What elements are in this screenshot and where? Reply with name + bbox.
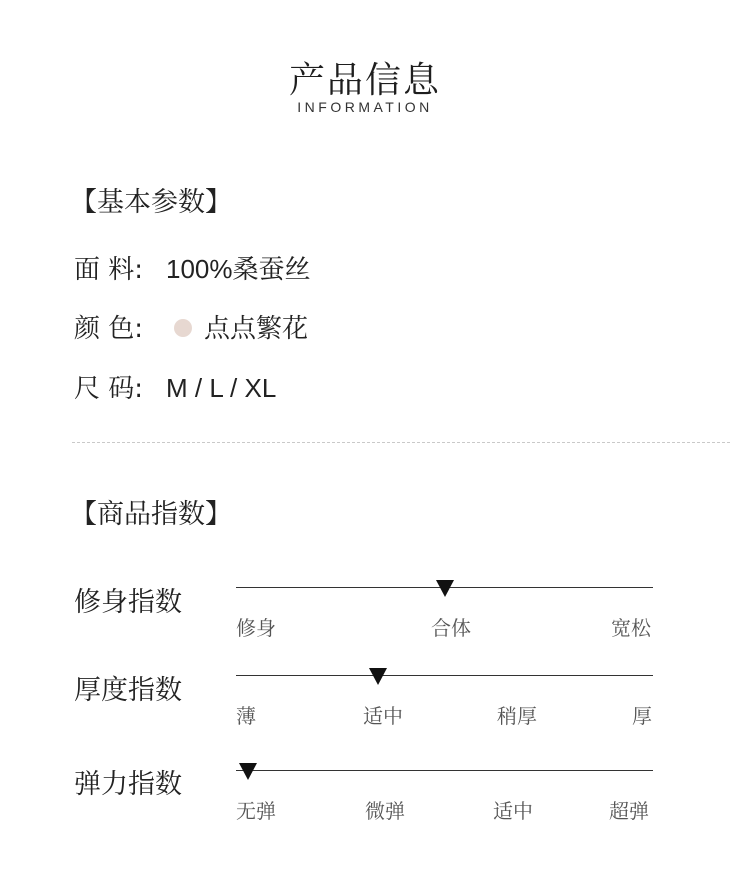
page-subtitle: INFORMATION — [297, 99, 433, 115]
elasticity-tick-slight: 微弹 — [365, 799, 405, 823]
fit-index-marker — [436, 580, 454, 597]
thickness-tick-thick: 厚 — [632, 704, 652, 728]
elasticity-tick-none: 无弹 — [236, 799, 276, 823]
basic-params-heading: 【基本参数】 — [70, 187, 232, 218]
thickness-index-track — [236, 675, 653, 676]
elasticity-tick-medium: 适中 — [493, 799, 533, 823]
size-value: M / L / XL — [166, 373, 277, 403]
thickness-tick-slightly-thick: 稍厚 — [497, 704, 537, 728]
thickness-tick-thin: 薄 — [236, 704, 256, 728]
fit-tick-slim: 修身 — [236, 616, 276, 640]
thickness-tick-medium: 适中 — [363, 704, 403, 728]
color-row — [74, 308, 308, 345]
fit-index-label: 修身指数 — [74, 587, 182, 618]
fabric-value: 100%桑蚕丝 — [166, 254, 311, 284]
color-swatch — [174, 319, 192, 337]
section-divider — [72, 442, 730, 443]
elasticity-index-label: 弹力指数 — [74, 769, 182, 800]
product-index-heading: 【商品指数】 — [70, 499, 232, 530]
fit-tick-regular: 合体 — [431, 616, 471, 640]
thickness-index-label: 厚度指数 — [74, 675, 182, 706]
thickness-index-marker — [369, 668, 387, 685]
size-label: 尺 码: — [74, 374, 144, 404]
page-title: 产品信息 — [288, 60, 441, 101]
fit-tick-loose: 宽松 — [611, 616, 651, 640]
color-value: 点点繁花 — [204, 313, 309, 343]
fabric-row — [74, 249, 311, 286]
color-label: 颜 色: — [74, 314, 144, 344]
fabric-label: 面 料: — [74, 255, 144, 285]
elasticity-index-track — [236, 770, 653, 771]
size-row — [74, 368, 276, 405]
elasticity-index-marker — [239, 763, 257, 780]
elasticity-tick-super: 超弹 — [609, 799, 649, 823]
